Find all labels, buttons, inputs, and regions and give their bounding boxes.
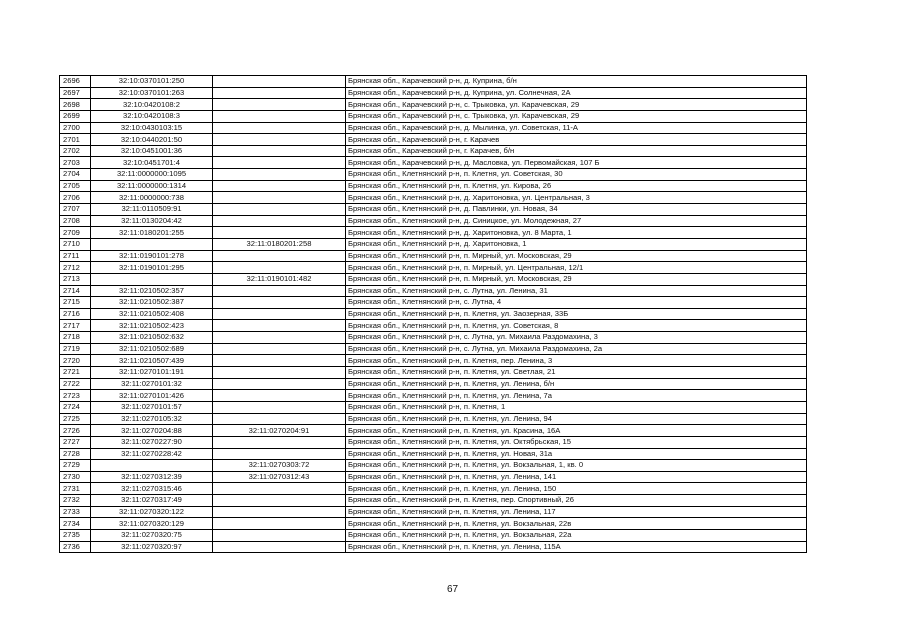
address-cell: Брянская обл., Клетнянский р-н, п. Клетня, ул. Вокзальная, 22в (346, 518, 807, 530)
address-cell: Брянская обл., Клетнянский р-н, п. Мирный, ул. Московская, 29 (346, 273, 807, 285)
table-row (60, 436, 807, 448)
cadastral-number-cell: 32:11:0270227:90 (91, 436, 213, 448)
address-cell: Брянская обл., Клетнянский р-н, п. Клетня, ул. Ленина, 150 (346, 483, 807, 495)
cadastral-number-cell: 32:10:0430103:15 (91, 122, 213, 134)
related-cadastral-number-cell (213, 436, 346, 448)
row-number-cell: 2719 (60, 343, 91, 355)
row-number-cell: 2710 (60, 238, 91, 250)
row-number-cell: 2696 (60, 76, 91, 88)
address-cell: Брянская обл., Клетнянский р-н, п. Клетня, пер. Спортивный, 26 (346, 495, 807, 507)
address-cell: Брянская обл., Клетнянский р-н, п. Клетня, ул. Ленина, 7а (346, 390, 807, 402)
table-row (60, 529, 807, 541)
cadastral-number-cell: 32:11:0270315:46 (91, 483, 213, 495)
address-cell: Брянская обл., Карачевский р-н, г. Карачев (346, 134, 807, 146)
table-row (60, 204, 807, 216)
table-row (60, 343, 807, 355)
table-row (60, 180, 807, 192)
related-cadastral-number-cell (213, 285, 346, 297)
cadastral-number-cell: 32:11:0270228:42 (91, 448, 213, 460)
row-number-cell: 2701 (60, 134, 91, 146)
related-cadastral-number-cell: 32:11:0270204:91 (213, 425, 346, 437)
table-row (60, 471, 807, 483)
related-cadastral-number-cell (213, 390, 346, 402)
table-row (60, 378, 807, 390)
table-row (60, 169, 807, 181)
address-cell: Брянская обл., Клетнянский р-н, п. Клетня, ул. Ленина, 94 (346, 413, 807, 425)
related-cadastral-number-cell (213, 76, 346, 88)
table-row (60, 320, 807, 332)
related-cadastral-number-cell (213, 134, 346, 146)
table-body (60, 76, 807, 553)
address-cell: Брянская обл., Клетнянский р-н, д. Синицкое, ул. Молодежная, 27 (346, 215, 807, 227)
row-number-cell: 2712 (60, 262, 91, 274)
cadastral-number-cell: 32:11:0270320:122 (91, 506, 213, 518)
table-row (60, 308, 807, 320)
address-cell: Брянская обл., Клетнянский р-н, п. Клетня, ул. Октябрьская, 15 (346, 436, 807, 448)
cadastral-number-cell: 32:11:0270204:88 (91, 425, 213, 437)
cadastral-number-cell: 32:10:0451001:36 (91, 145, 213, 157)
cadastral-number-cell: 32:11:0130204:42 (91, 215, 213, 227)
cadastral-number-cell: 32:11:0210502:387 (91, 297, 213, 309)
row-number-cell: 2726 (60, 425, 91, 437)
related-cadastral-number-cell (213, 192, 346, 204)
row-number-cell: 2731 (60, 483, 91, 495)
row-number-cell: 2711 (60, 250, 91, 262)
address-cell: Брянская обл., Клетнянский р-н, п. Клетня, 1 (346, 401, 807, 413)
cadastral-number-cell: 32:11:0110509:91 (91, 204, 213, 216)
row-number-cell: 2718 (60, 332, 91, 344)
table-row (60, 273, 807, 285)
table-row (60, 460, 807, 472)
cadastral-number-cell (91, 460, 213, 472)
related-cadastral-number-cell (213, 401, 346, 413)
related-cadastral-number-cell: 32:11:0190101:482 (213, 273, 346, 285)
row-number-cell: 2730 (60, 471, 91, 483)
cadastral-number-cell: 32:11:0270101:426 (91, 390, 213, 402)
cadastral-number-cell: 32:11:0000000:1314 (91, 180, 213, 192)
cadastral-number-cell: 32:11:0270320:75 (91, 529, 213, 541)
related-cadastral-number-cell: 32:11:0270312:43 (213, 471, 346, 483)
address-cell: Брянская обл., Клетнянский р-н, п. Мирный, ул. Центральная, 12/1 (346, 262, 807, 274)
related-cadastral-number-cell (213, 448, 346, 460)
table-row (60, 122, 807, 134)
row-number-cell: 2732 (60, 495, 91, 507)
table-row (60, 227, 807, 239)
row-number-cell: 2699 (60, 110, 91, 122)
row-number-cell: 2706 (60, 192, 91, 204)
cadastral-number-cell: 32:11:0270105:32 (91, 413, 213, 425)
related-cadastral-number-cell (213, 367, 346, 379)
table-row (60, 355, 807, 367)
row-number-cell: 2708 (60, 215, 91, 227)
address-cell: Брянская обл., Клетнянский р-н, п. Клетня, ул. Светлая, 21 (346, 367, 807, 379)
row-number-cell: 2703 (60, 157, 91, 169)
cadastral-number-cell: 32:10:0420108:2 (91, 99, 213, 111)
table-row (60, 425, 807, 437)
row-number-cell: 2724 (60, 401, 91, 413)
table-row (60, 285, 807, 297)
cadastral-number-cell: 32:10:0451701:4 (91, 157, 213, 169)
table-row (60, 297, 807, 309)
related-cadastral-number-cell (213, 343, 346, 355)
cadastral-number-cell: 32:11:0270312:39 (91, 471, 213, 483)
address-cell: Брянская обл., Клетнянский р-н, с. Лутна, ул. Михаила Раздомахина, 3 (346, 332, 807, 344)
related-cadastral-number-cell (213, 157, 346, 169)
address-cell: Брянская обл., Клетнянский р-н, п. Клетня, ул. Ленина, 117 (346, 506, 807, 518)
cadastral-number-cell: 32:11:0270317:49 (91, 495, 213, 507)
address-cell: Брянская обл., Клетнянский р-н, д. Харитоновка, 1 (346, 238, 807, 250)
address-cell: Брянская обл., Карачевский р-н, с. Трыковка, ул. Карачевская, 29 (346, 99, 807, 111)
table-row (60, 332, 807, 344)
address-cell: Брянская обл., Карачевский р-н, д. Куприна, б/н (346, 76, 807, 88)
address-cell: Брянская обл., Клетнянский р-н, п. Клетня, ул. Новая, 31а (346, 448, 807, 460)
cadastral-number-cell: 32:11:0270101:32 (91, 378, 213, 390)
related-cadastral-number-cell (213, 495, 346, 507)
address-cell: Брянская обл., Клетнянский р-н, д. Харитоновка, ул. 8 Марта, 1 (346, 227, 807, 239)
row-number-cell: 2713 (60, 273, 91, 285)
address-cell: Брянская обл., Клетнянский р-н, п. Клетня, ул. Ленина, б/н (346, 378, 807, 390)
related-cadastral-number-cell (213, 518, 346, 530)
cadastral-number-cell: 32:11:0270101:191 (91, 367, 213, 379)
row-number-cell: 2728 (60, 448, 91, 460)
address-cell: Брянская обл., Клетнянский р-н, п. Клетня, ул. Советская, 30 (346, 169, 807, 181)
table-row (60, 250, 807, 262)
address-cell: Брянская обл., Карачевский р-н, д. Куприна, ул. Солнечная, 2А (346, 87, 807, 99)
address-cell: Брянская обл., Карачевский р-н, с. Трыковка, ул. Карачевская, 29 (346, 110, 807, 122)
address-cell: Брянская обл., Клетнянский р-н, с. Лутна, 4 (346, 297, 807, 309)
address-cell: Брянская обл., Клетнянский р-н, п. Клетня, ул. Вокзальная, 1, кв. 0 (346, 460, 807, 472)
row-number-cell: 2722 (60, 378, 91, 390)
row-number-cell: 2717 (60, 320, 91, 332)
land-parcels-table (59, 75, 807, 553)
row-number-cell: 2714 (60, 285, 91, 297)
row-number-cell: 2727 (60, 436, 91, 448)
row-number-cell: 2697 (60, 87, 91, 99)
address-cell: Брянская обл., Карачевский р-н, д. Мылинка, ул. Советская, 11-А (346, 122, 807, 134)
related-cadastral-number-cell (213, 204, 346, 216)
table-row (60, 76, 807, 88)
row-number-cell: 2725 (60, 413, 91, 425)
row-number-cell: 2702 (60, 145, 91, 157)
row-number-cell: 2705 (60, 180, 91, 192)
address-cell: Брянская обл., Клетнянский р-н, с. Лутна, ул. Ленина, 31 (346, 285, 807, 297)
related-cadastral-number-cell: 32:11:0270303:72 (213, 460, 346, 472)
related-cadastral-number-cell (213, 99, 346, 111)
row-number-cell: 2698 (60, 99, 91, 111)
row-number-cell: 2721 (60, 367, 91, 379)
table-row (60, 157, 807, 169)
table-row (60, 495, 807, 507)
table-row (60, 401, 807, 413)
row-number-cell: 2707 (60, 204, 91, 216)
table-row (60, 87, 807, 99)
cadastral-number-cell: 32:10:0420108:3 (91, 110, 213, 122)
cadastral-number-cell: 32:11:0210502:423 (91, 320, 213, 332)
related-cadastral-number-cell: 32:11:0180201:258 (213, 238, 346, 250)
cadastral-number-cell: 32:11:0190101:295 (91, 262, 213, 274)
row-number-cell: 2709 (60, 227, 91, 239)
cadastral-number-cell: 32:11:0210502:632 (91, 332, 213, 344)
address-cell: Брянская обл., Клетнянский р-н, п. Клетня, ул. Ленина, 115А (346, 541, 807, 553)
table-row (60, 215, 807, 227)
table-row (60, 518, 807, 530)
row-number-cell: 2720 (60, 355, 91, 367)
address-cell: Брянская обл., Клетнянский р-н, п. Мирный, ул. Московская, 29 (346, 250, 807, 262)
table-row (60, 483, 807, 495)
address-cell: Брянская обл., Клетнянский р-н, п. Клетня, ул. Ленина, 141 (346, 471, 807, 483)
table-row (60, 448, 807, 460)
address-cell: Брянская обл., Клетнянский р-н, п. Клетня, ул. Вокзальная, 22а (346, 529, 807, 541)
related-cadastral-number-cell (213, 110, 346, 122)
address-cell: Брянская обл., Клетнянский р-н, п. Клетня, ул. Заозерная, 33Б (346, 308, 807, 320)
address-cell: Брянская обл., Клетнянский р-н, с. Лутна, ул. Михаила Раздомахина, 2а (346, 343, 807, 355)
cadastral-number-cell: 32:11:0210502:689 (91, 343, 213, 355)
related-cadastral-number-cell (213, 541, 346, 553)
related-cadastral-number-cell (213, 355, 346, 367)
related-cadastral-number-cell (213, 413, 346, 425)
cadastral-number-cell: 32:11:0000000:738 (91, 192, 213, 204)
related-cadastral-number-cell (213, 483, 346, 495)
page-number: 67 (446, 584, 459, 595)
cadastral-number-cell: 32:11:0270320:97 (91, 541, 213, 553)
related-cadastral-number-cell (213, 529, 346, 541)
related-cadastral-number-cell (213, 215, 346, 227)
cadastral-number-cell: 32:11:0270320:129 (91, 518, 213, 530)
row-number-cell: 2736 (60, 541, 91, 553)
row-number-cell: 2733 (60, 506, 91, 518)
cadastral-number-cell: 32:11:0210502:357 (91, 285, 213, 297)
table-row (60, 367, 807, 379)
related-cadastral-number-cell (213, 250, 346, 262)
address-cell: Брянская обл., Клетнянский р-н, п. Клетня, пер. Ленина, 3 (346, 355, 807, 367)
address-cell: Брянская обл., Клетнянский р-н, д. Харитоновка, ул. Центральная, 3 (346, 192, 807, 204)
related-cadastral-number-cell (213, 320, 346, 332)
row-number-cell: 2735 (60, 529, 91, 541)
cadastral-number-cell: 32:11:0190101:278 (91, 250, 213, 262)
table-row (60, 110, 807, 122)
row-number-cell: 2723 (60, 390, 91, 402)
address-cell: Брянская обл., Клетнянский р-н, д. Павлинки, ул. Новая, 34 (346, 204, 807, 216)
related-cadastral-number-cell (213, 262, 346, 274)
related-cadastral-number-cell (213, 87, 346, 99)
cadastral-number-cell: 32:11:0000000:1095 (91, 169, 213, 181)
related-cadastral-number-cell (213, 122, 346, 134)
related-cadastral-number-cell (213, 227, 346, 239)
related-cadastral-number-cell (213, 308, 346, 320)
table-row (60, 238, 807, 250)
related-cadastral-number-cell (213, 169, 346, 181)
related-cadastral-number-cell (213, 506, 346, 518)
table-row (60, 541, 807, 553)
address-cell: Брянская обл., Клетнянский р-н, п. Клетня, ул. Кирова, 26 (346, 180, 807, 192)
cadastral-number-cell (91, 238, 213, 250)
row-number-cell: 2704 (60, 169, 91, 181)
table-row (60, 134, 807, 146)
row-number-cell: 2700 (60, 122, 91, 134)
cadastral-number-cell: 32:11:0180201:255 (91, 227, 213, 239)
related-cadastral-number-cell (213, 297, 346, 309)
table-row (60, 99, 807, 111)
row-number-cell: 2715 (60, 297, 91, 309)
related-cadastral-number-cell (213, 145, 346, 157)
table-row (60, 506, 807, 518)
table-row (60, 145, 807, 157)
related-cadastral-number-cell (213, 378, 346, 390)
cadastral-number-cell (91, 273, 213, 285)
table-row (60, 390, 807, 402)
table-row (60, 262, 807, 274)
row-number-cell: 2729 (60, 460, 91, 472)
address-cell: Брянская обл., Карачевский р-н, г. Карачев, б/н (346, 145, 807, 157)
cadastral-number-cell: 32:11:0210507:439 (91, 355, 213, 367)
address-cell: Брянская обл., Клетнянский р-н, п. Клетня, ул. Советская, 8 (346, 320, 807, 332)
cadastral-number-cell: 32:10:0440201:50 (91, 134, 213, 146)
row-number-cell: 2716 (60, 308, 91, 320)
address-cell: Брянская обл., Клетнянский р-н, п. Клетня, ул. Красина, 16А (346, 425, 807, 437)
related-cadastral-number-cell (213, 332, 346, 344)
address-cell: Брянская обл., Карачевский р-н, д. Масловка, ул. Первомайская, 107 Б (346, 157, 807, 169)
cadastral-number-cell: 32:10:0370101:250 (91, 76, 213, 88)
table-row (60, 413, 807, 425)
cadastral-number-cell: 32:11:0210502:408 (91, 308, 213, 320)
table-row (60, 192, 807, 204)
related-cadastral-number-cell (213, 180, 346, 192)
cadastral-number-cell: 32:11:0270101:57 (91, 401, 213, 413)
row-number-cell: 2734 (60, 518, 91, 530)
cadastral-number-cell: 32:10:0370101:263 (91, 87, 213, 99)
